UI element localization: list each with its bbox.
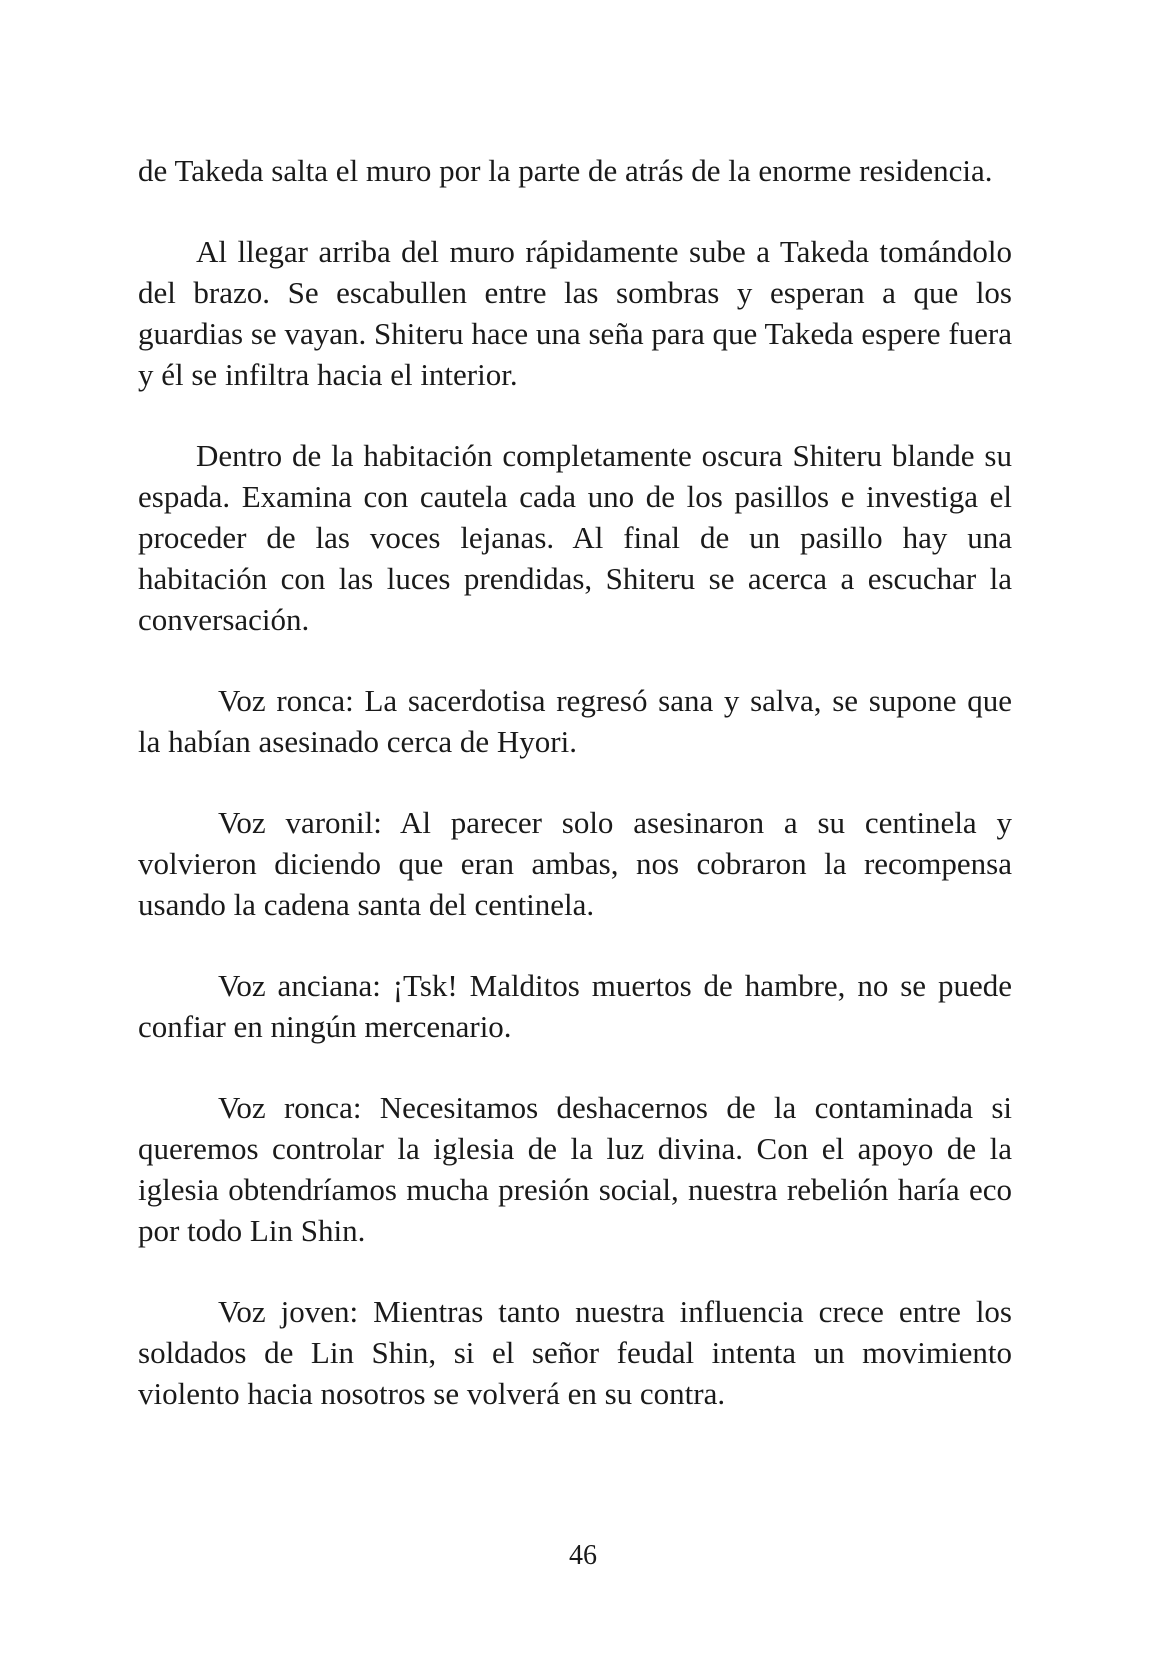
page-number: 46 [569,1540,597,1571]
paragraph-narration: Dentro de la habitación completamente oscura Shiteru blande su espada. Examina con cautela cada uno de los pasillos e investiga el proceder de las voces lejanas. Al final de un pasillo hay una habitación con las luces prendidas, Shiteru se acerca a escuchar la conversación. [138,438,1012,637]
paragraph-dialogue: Voz varonil: Al parecer solo asesinaron a su centinela y volvieron diciendo que eran ambas, nos cobraron la recompensa usando la cadena santa del centinela. [138,805,1012,922]
paragraph-dialogue: Voz ronca: La sacerdotisa regresó sana y salva, se supone que la habían asesinado cerca de Hyori. [138,683,1012,759]
body-text [138,150,1012,1454]
paragraph-dialogue: Voz anciana: ¡Tsk! Malditos muertos de hambre, no se puede confiar en ningún mercenario. [138,968,1012,1044]
paragraph-continuation: de Takeda salta el muro por la parte de atrás de la enorme residencia. [138,153,993,188]
paragraph-dialogue: Voz ronca: Necesitamos deshacernos de la contaminada si queremos controlar la iglesia de la luz divina. Con el apoyo de la iglesia obtendríamos mucha presión social, nuestra rebelión haría eco por todo Lin Shin. [138,1090,1012,1248]
paragraph-dialogue: Voz joven: Mientras tanto nuestra influencia crece entre los soldados de Lin Shin, si el señor feudal intenta un movimiento violento hacia nosotros se volverá en su contra. [138,1294,1012,1411]
paragraph-narration: Al llegar arriba del muro rápidamente sube a Takeda tomándolo del brazo. Se escabullen entre las sombras y esperan a que los guardias se vayan. Shiteru hace una seña para que Takeda espere fuera y él se infiltra hacia el interior. [138,234,1012,392]
